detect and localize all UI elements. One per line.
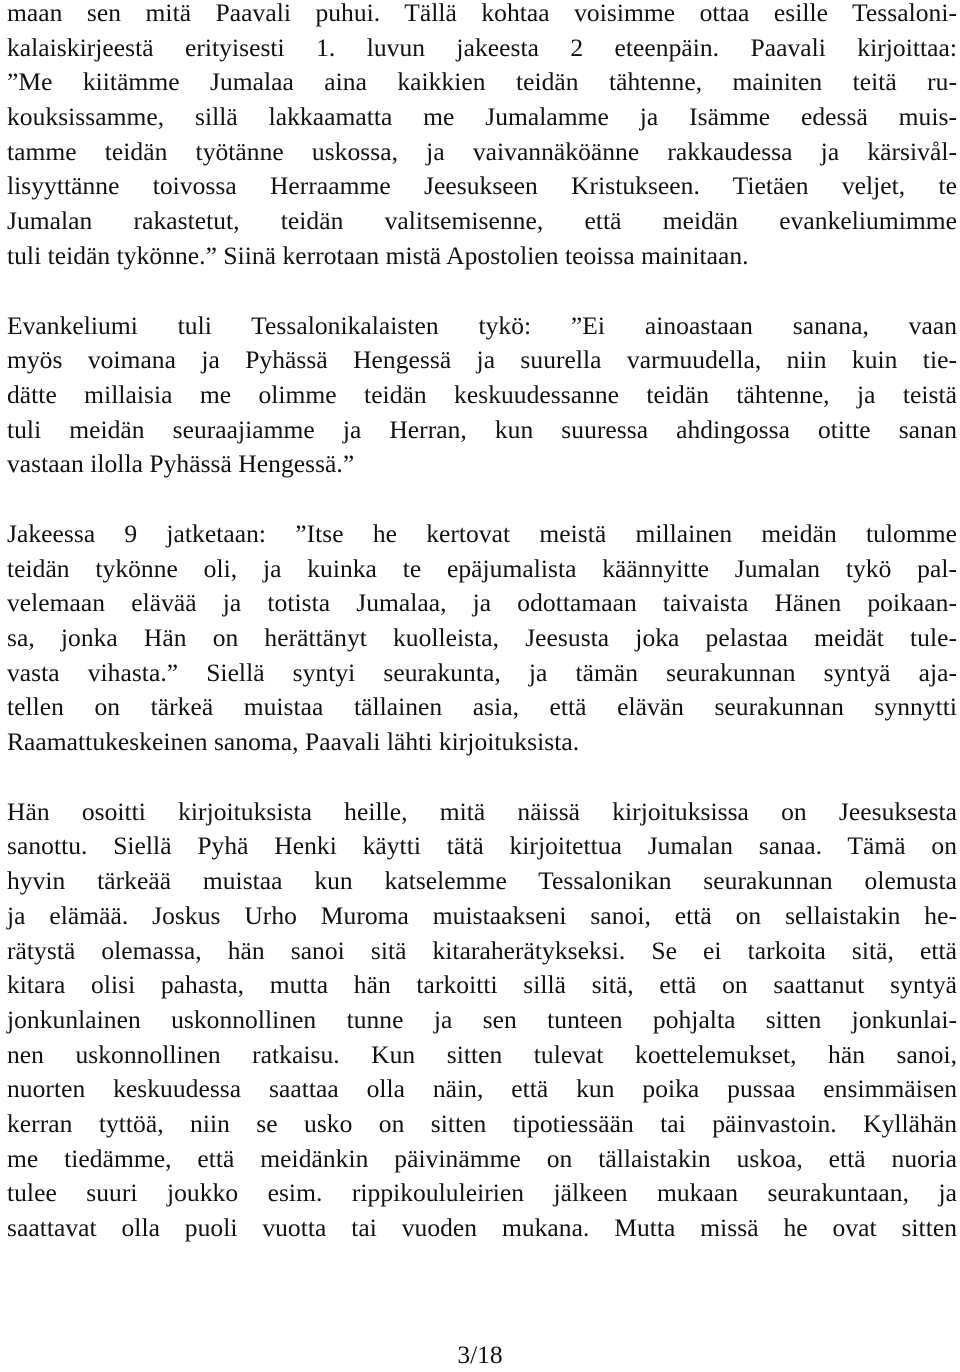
paragraph: [7, 517, 957, 760]
text-line: tuli teidän tykönne.” Siinä kerrotaan mistä Apostolien teoissa mainitaan.: [7, 240, 749, 270]
text-line: tuli meidän seuraajiamme ja Herran, kun suuressa ahdingossa otitte sanan: [7, 414, 957, 444]
paragraph: [7, 0, 957, 274]
text-line: sanottu. Siellä Pyhä Henki käytti tätä kirjoitettua Jumalan sanaa. Tämä on: [7, 831, 957, 861]
text-line: vastaan ilolla Pyhässä Hengessä.”: [7, 449, 355, 479]
text-line: Raamattukeskeinen sanoma, Paavali lähti kirjoituksista.: [7, 727, 580, 757]
text-line: nuorten keskuudessa saattaa olla näin, että kun poika pussaa ensimmäisen: [7, 1074, 957, 1104]
text-line: kerran tyttöä, niin se usko on sitten tipotiessään tai päinvastoin. Kyllähän: [7, 1108, 957, 1138]
page-number: 3/18: [457, 1340, 503, 1369]
text-line: Hän osoitti kirjoituksista heille, mitä näissä kirjoituksissa on Jeesuksesta: [7, 796, 957, 826]
text-line: vasta vihasta.” Siellä syntyi seurakunta, ja tämän seurakunnan syntyä aja-: [7, 657, 957, 687]
text-line: saattavat olla puoli vuotta tai vuoden mukana. Mutta missä he ovat sitten: [7, 1213, 957, 1242]
text-line: jonkunlainen uskonnollinen tunne ja sen tunteen pohjalta sitten jonkunlai-: [7, 1004, 957, 1034]
text-line: ”Me kiitämme Jumalaa aina kaikkien teidän tähtenne, mainiten teitä ru-: [7, 67, 957, 97]
text-line: tulee suuri joukko esim. rippikoululeirien jälkeen mukaan seurakuntaan, ja: [7, 1178, 957, 1208]
paragraph-gap: [7, 274, 957, 309]
text-line: me tiedämme, että meidänkin päivinämme on tällaistakin uskoa, että nuoria: [7, 1143, 957, 1173]
text-line: rätystä olemassa, hän sanoi sitä kitaraherätykseksi. Se ei tarkoita sitä, että: [7, 935, 957, 965]
text-line: kitara olisi pahasta, mutta hän tarkoitti sillä sitä, että on saattanut syntyä: [7, 970, 957, 1000]
text-line: kouksissamme, sillä lakkaamatta me Jumalamme ja Isämme edessä muis-: [7, 102, 957, 132]
text-line: ja elämää. Joskus Urho Muroma muistaakseni sanoi, että on sellaistakin he-: [7, 900, 957, 930]
text-line: tellen on tärkeä muistaa tällainen asia, että elävän seurakunnan synnytti: [7, 692, 957, 722]
text-line: Evankeliumi tuli Tessalonikalaisten tykö: ”Ei ainoastaan sanana, vaan: [7, 310, 957, 340]
document-page: [7, 0, 957, 1246]
text-line: nen uskonnollinen ratkaisu. Kun sitten tulevat koettelemukset, hän sanoi,: [7, 1039, 957, 1069]
text-line: lisyyttänne toivossa Herraamme Jeesukseen Kristukseen. Tietäen veljet, te: [7, 171, 957, 201]
text-line: Jumalan rakastetut, teidän valitsemisenne, että meidän evankeliumimme: [7, 206, 957, 236]
text-line: sa, jonka Hän on herättänyt kuolleista, Jeesusta joka pelastaa meidät tule-: [7, 623, 957, 652]
paragraph-gap: [7, 482, 957, 517]
text-line: velemaan elävää ja totista Jumalaa, ja odottamaan taivaista Hänen poikaan-: [7, 588, 957, 618]
text-line: teidän tykönne oli, ja kuinka te epäjumalista käännyitte Jumalan tykö pal-: [7, 553, 957, 583]
text-line: Jakeessa 9 jatketaan: ”Itse he kertovat meistä millainen meidän tulomme: [7, 518, 957, 548]
text-line: myös voimana ja Pyhässä Hengessä ja suurella varmuudella, niin kuin tie-: [7, 345, 957, 375]
text-line: hyvin tärkeää muistaa kun katselemme Tessalonikan seurakunnan olemusta: [7, 866, 957, 896]
paragraph: [7, 309, 957, 482]
text-line: dätte millaisia me olimme teidän keskuudessanne teidän tähtenne, ja teistä: [7, 379, 957, 409]
paragraph: [7, 795, 957, 1246]
text-line: tamme teidän työtänne uskossa, ja vaivannäköänne rakkaudessa ja kärsivål-: [7, 136, 957, 166]
text-line: maan sen mitä Paavali puhui. Tällä kohtaa voisimme ottaa esille Tessaloni-: [7, 0, 957, 27]
text-line: kalaiskirjeestä erityisesti 1. luvun jakeesta 2 eteenpäin. Paavali kirjoittaa:: [7, 32, 957, 62]
paragraph-gap: [7, 760, 957, 795]
